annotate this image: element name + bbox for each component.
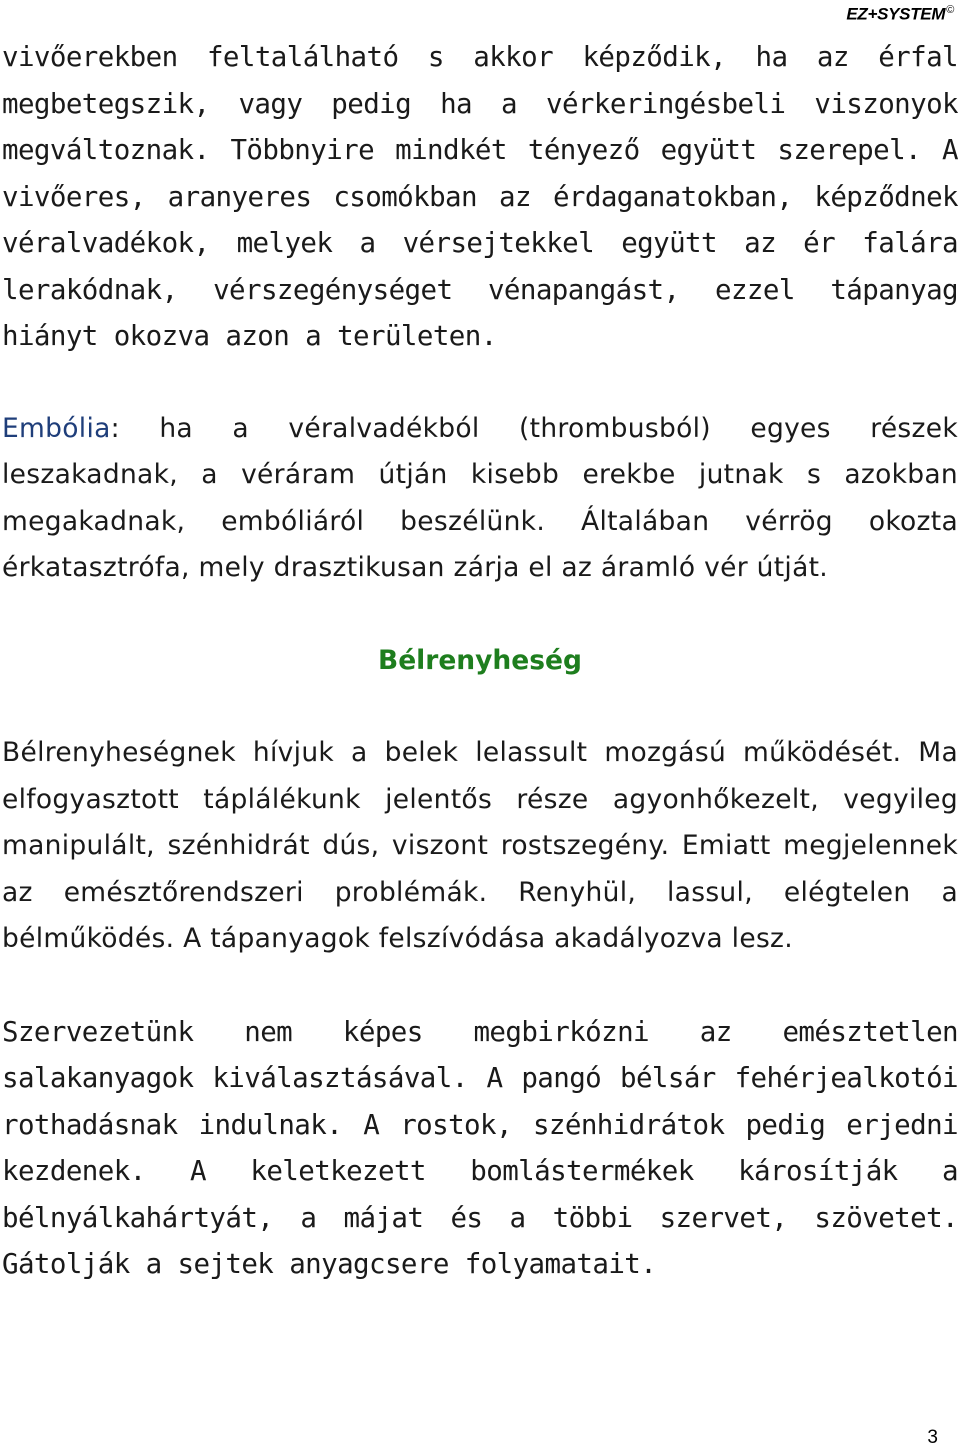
page-header bbox=[846, 4, 954, 25]
paragraph-thrombus-continuation: vivőerekben feltalálható s akkor képződik, ha az érfal megbetegszik, vagy pedig ha a vérkeringésbeli viszonyok megváltoznak. Többnyire mindkét tényező együtt szerepel. A vivőeres, aranyeres csomókban az érdaganatokban, képződnek véralvadékok, melyek a vérsejtekkel együtt az ér falára lerakódnak, vérszegénységet vénapangást, ezzel tápanyag hiányt okozva azon a területen. bbox=[2, 41, 958, 352]
copyright-icon: © bbox=[946, 4, 954, 16]
paragraph-belrenyheseg: Bélrenyheségnek hívjuk a belek lelassult mozgású működését. Ma elfogyasztott táplálékunk jelentős része agyonhőkezelt, vegyileg manipulált, szénhidrát dús, viszont rostszegény. Emiatt megjelennek az emésztőrendszeri problémák. Renyhül, lassul, elégtelen a bélműködés. A tápanyagok felszívódása akadályozva lesz. bbox=[2, 737, 958, 954]
paragraph-embolia bbox=[2, 406, 958, 592]
page-number: 3 bbox=[927, 1427, 938, 1448]
paragraph-spacer bbox=[2, 592, 958, 638]
paragraph-salakanyagok: Szervezetünk nem képes megbirkózni az emésztetlen salakanyagok kiválasztásával. A pangó bélsár fehérjealkotói rothadásnak indulnak. A rostok, szénhidrátok pedig erjedni kezdenek. A keletkezett bomlástermékek károsítják a bélnyálkahártyát, a májat és a többi szervet, szövetet. Gátolják a sejtek anyagcsere folyamatait. bbox=[2, 1015, 958, 1280]
document-body bbox=[2, 34, 958, 1288]
paragraph-spacer bbox=[2, 963, 958, 1009]
embolia-definition: : ha a véralvadékból (thrombusból) egyes részek leszakadnak, a véráram útján kisebb erekbe jutnak s azokban megakadnak, embóliáról beszélünk. Általában vérrög okozta érkatasztrófa, mely drasztikusan zárja el az áramló vér útját. bbox=[2, 412, 958, 583]
header-brand: EZ+SYSTEM bbox=[846, 4, 946, 24]
paragraph-spacer bbox=[2, 684, 958, 730]
paragraph-spacer bbox=[2, 360, 958, 406]
term-embolia: Embólia bbox=[2, 412, 111, 444]
section-title: Bélrenyheség bbox=[378, 644, 582, 676]
